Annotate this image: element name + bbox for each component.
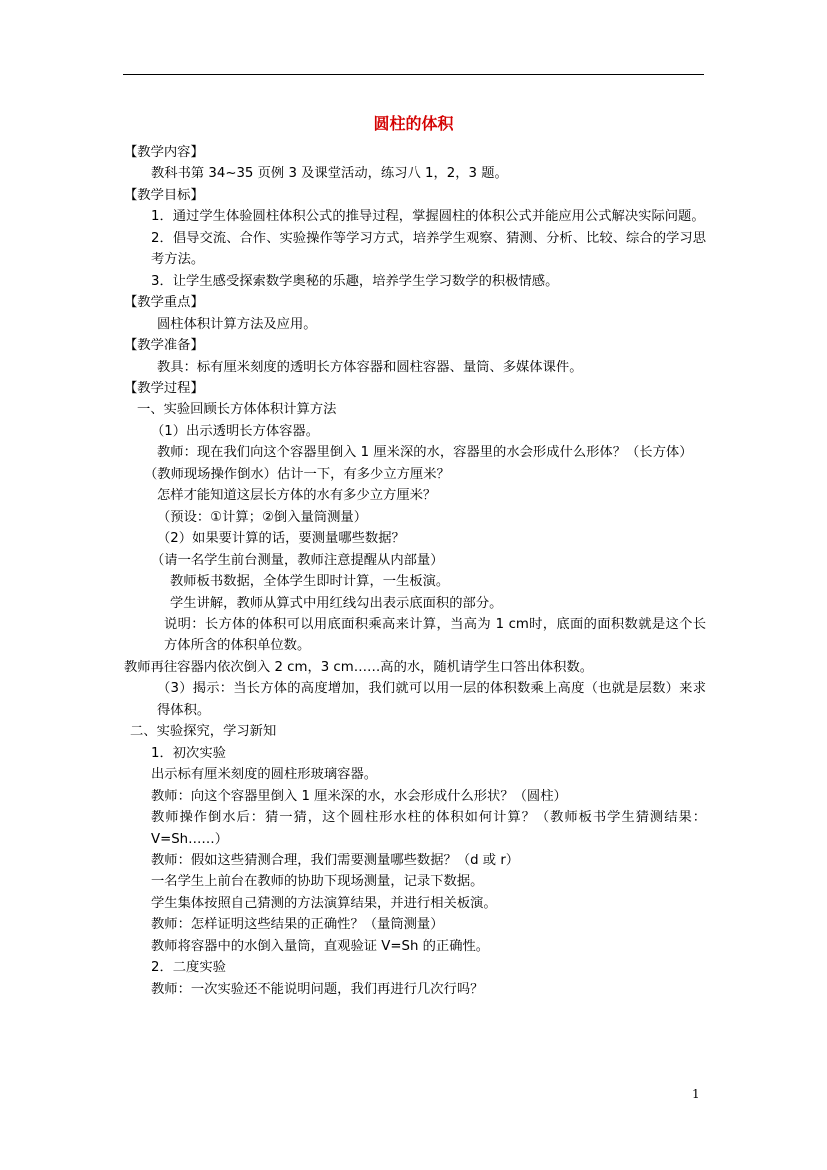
paragraph-line: 教师将容器中的水倒入量筒，直观验证 V=Sh 的正确性。 bbox=[151, 938, 490, 954]
document-body bbox=[124, 142, 706, 1000]
paragraph-line: 教师：一次实验还不能说明问题，我们再进行几次行吗？ bbox=[151, 981, 484, 997]
paragraph-line: （2）如果要计算的话，要测量哪些数据？ bbox=[157, 531, 405, 547]
paragraph-line: 1．初次实验 bbox=[151, 745, 226, 761]
paragraph-line: 教师：现在我们向这个容器里倒入 1 厘米深的水，容器里的水会形成什么形体？（长方体） bbox=[157, 445, 693, 461]
page-title: 圆柱的体积 bbox=[373, 114, 454, 133]
paragraph-line: 教师再往容器内依次倒入 2 cm，3 cm……高的水，随机请学生口答出体积数。 bbox=[124, 659, 594, 675]
paragraph-line: 教师板书数据，全体学生即时计算，一生板演。 bbox=[170, 574, 450, 590]
header-rule bbox=[123, 74, 704, 75]
paragraph-line: 教师：假如这些猜测合理，我们需要测量哪些数据？（d 或 r） bbox=[151, 852, 520, 868]
paragraph-line: 学生集体按照自己猜测的方法演算结果，并进行相关板演。 bbox=[151, 895, 497, 911]
paragraph-line: （1）出示透明长方体容器。 bbox=[151, 423, 320, 439]
paragraph-line: 出示标有厘米刻度的圆柱形玻璃容器。 bbox=[151, 767, 378, 783]
section-heading: 【教学过程】 bbox=[124, 380, 204, 396]
section-heading: 【教学内容】 bbox=[124, 145, 204, 160]
paragraph-line: 二、实验探究，学习新知 bbox=[130, 724, 277, 740]
paragraph-line: 教科书第 34~35 页例 3 及课堂活动，练习八 1，2，3 题。 bbox=[151, 166, 508, 182]
paragraph-line: （教师现场操作倒水）估计一下，有多少立方厘米？ bbox=[144, 466, 450, 482]
paragraph-line: 1．通过学生体验圆柱体积公式的推导过程，掌握圆柱的体积公式并能应用公式解决实际问题。 bbox=[151, 209, 705, 225]
section-heading: 【教学目标】 bbox=[124, 187, 204, 203]
paragraph-line: 3．让学生感受探索数学奥秘的乐趣，培养学生学习数学的积极情感。 bbox=[151, 273, 559, 289]
paragraph-line: 2．倡导交流、合作、实验操作等学习方式，培养学生观察、猜测、分析、比较、综合的学习思考方法。 bbox=[151, 230, 706, 268]
paragraph-line: 学生讲解，教师从算式中用红线勾出表示底面积的部分。 bbox=[170, 595, 503, 611]
paragraph-line: 一名学生上前台在教师的协助下现场测量，记录下数据。 bbox=[151, 874, 484, 890]
section-heading: 【教学准备】 bbox=[124, 338, 204, 354]
section-heading: 【教学重点】 bbox=[124, 295, 204, 311]
paragraph-line: 教师：怎样证明这些结果的正确性？（量筒测量） bbox=[151, 917, 444, 933]
paragraph-line: 圆柱体积计算方法及应用。 bbox=[157, 316, 317, 332]
paragraph-line: 说明：长方体的体积可以用底面积乘高来计算，当高为 1 cm时，底面的面积数就是这个长方体所含的体积单位数。 bbox=[164, 616, 706, 654]
paragraph-line: 怎样才能知道这层长方体的水有多少立方厘米？ bbox=[157, 488, 437, 504]
paragraph-line: （请一名学生前台测量，教师注意提醒从内部量） bbox=[151, 552, 444, 568]
paragraph-line: 教师：向这个容器里倒入 1 厘米深的水，水会形成什么形状？（圆柱） bbox=[151, 788, 567, 804]
paragraph-line: 2．二度实验 bbox=[151, 960, 226, 976]
paragraph-line: （预设：①计算；②倒入量筒测量） bbox=[157, 509, 367, 525]
paragraph-line: （3）揭示：当长方体的高度增加，我们就可以用一层的体积数乘上高度（也就是层数）来求得体积。 bbox=[157, 681, 706, 718]
page-number: 1 bbox=[692, 1087, 700, 1101]
paragraph-line: 一、实验回顾长方体体积计算方法 bbox=[137, 402, 337, 418]
paragraph-line: 教具：标有厘米刻度的透明长方体容器和圆柱容器、量筒、多媒体课件。 bbox=[157, 359, 583, 375]
paragraph-line: 教师操作倒水后：猜一猜，这个圆柱形水柱的体积如何计算？（教师板书学生猜测结果：V=Sh……） bbox=[151, 810, 706, 847]
